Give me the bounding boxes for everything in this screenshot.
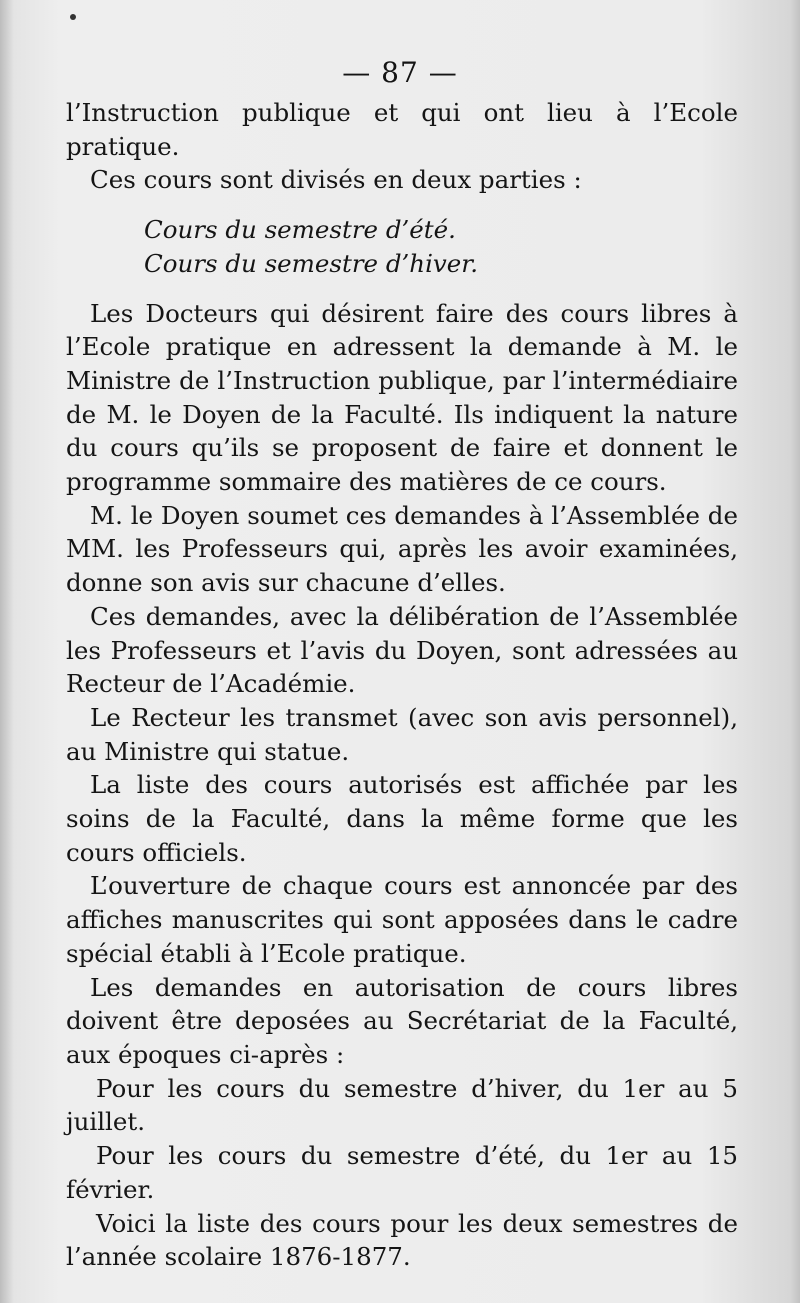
paragraph-dean-submits: M. le Doyen soumet ces demandes à l’Assemblée de MM. les Professeurs qui, après les avoir examinées, donne son avis sur chacune d’elles.	[66, 500, 738, 598]
page-body	[66, 96, 738, 1274]
paragraph-summer-deadline: Pour les cours du semestre d’été, du 1er au 15 février.	[66, 1141, 738, 1204]
list-item-summer-semester: Cours du semestre d’été.	[144, 215, 456, 245]
paragraph-rector: Le Recteur les transmet (avec son avis personnel), au Ministre qui statue.	[66, 702, 738, 766]
ink-dot	[70, 14, 76, 20]
paragraph-doctors-request: Les Docteurs qui désirent faire des cours libres à l’Ecole pratique en adressent la demande à M. le Ministre de l’Instruction publique, par l’intermédiaire de M. le Doyen de la Faculté. Ils indiquent la nature du cours qu’ils se proposent de faire et donnent le programme sommaire des matières de ce cours.	[66, 298, 738, 497]
paragraph-divisions: Ces cours sont divisés en deux parties :	[90, 165, 582, 195]
paragraph-course-list-intro: Voici la liste des cours pour les deux semestres de l’année scolaire 1876-1877.	[66, 1208, 738, 1272]
paragraph-continuation: l’Instruction publique et qui ont lieu à l’Ecole pratique.	[66, 98, 738, 161]
paragraph-winter-deadline: Pour les cours du semestre d’hiver, du 1er au 5 juillet.	[66, 1073, 738, 1137]
paragraph-requests-sent: Ces demandes, avec la délibération de l’Assemblée les Professeurs et l’avis du Doyen, sont adressées au Recteur de l’Académie.	[66, 601, 738, 699]
paragraph-course-opening: L’ouverture de chaque cours est annoncée par des affiches manuscrites qui sont apposées dans le cadre spécial établi à l’Ecole pratique.	[66, 871, 738, 968]
paragraph-deadlines: Les demandes en autorisation de cours libres doivent être deposées au Secrétariat de la Faculté, aux époques ci-après :	[66, 972, 738, 1069]
page-number: — 87 —	[342, 56, 458, 89]
paragraph-list-posted: La liste des cours autorisés est affichée par les soins de la Faculté, dans la même forme que les cours officiels.	[66, 770, 738, 867]
list-item-winter-semester: Cours du semestre d’hiver.	[144, 248, 479, 278]
